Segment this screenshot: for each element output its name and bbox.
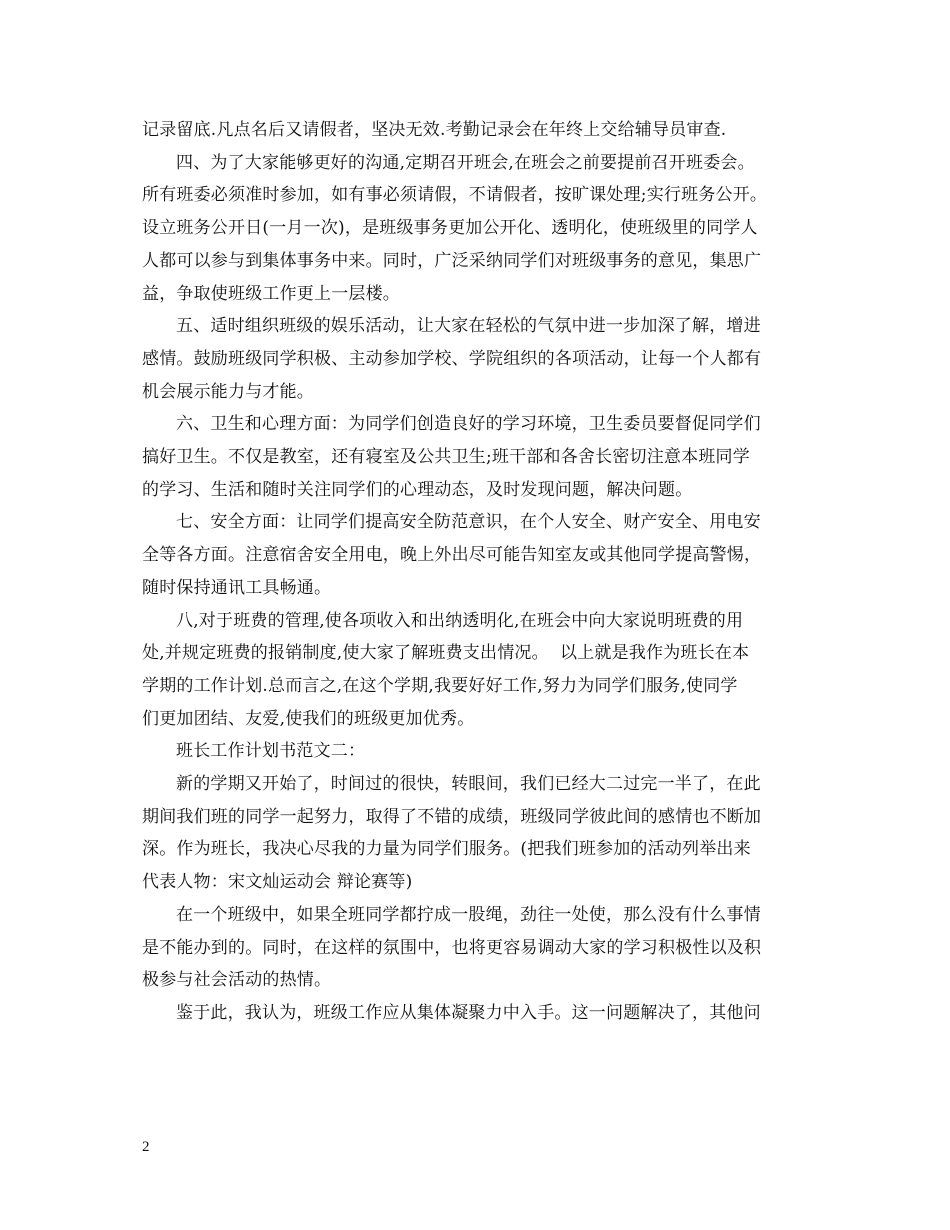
text-line: 七、安全方面：让同学们提高安全防范意识，在个人安全、财产安全、用电安 bbox=[176, 512, 761, 533]
paragraph-item-five bbox=[142, 310, 812, 408]
text-line: 是不能办到的。同时，在这样的氛围中，也将更容易调动大家的学习积极性以及积 bbox=[142, 937, 762, 958]
text-line: 所有班委必须准时参加，如有事必须请假，不请假者，按旷课处理;实行班务公开。 bbox=[142, 185, 768, 206]
document-body bbox=[142, 114, 812, 1030]
text-line: 随时保持通讯工具畅通。 bbox=[142, 577, 332, 598]
paragraph-class-unity bbox=[142, 899, 812, 997]
text-line: 鉴于此，我认为，班级工作应从集体凝聚力中入手。这一问题解决了，其他问 bbox=[176, 1002, 761, 1023]
text-line: 极参与社会活动的热情。 bbox=[142, 970, 332, 991]
text-line: 机会展示能力与才能。 bbox=[142, 381, 314, 402]
text-line: 代表人物：宋文灿运动会 辩论赛等) bbox=[142, 872, 413, 893]
text-line: 五、适时组织班级的娱乐活动，让大家在轻松的气氛中进一步加深了解，增进 bbox=[176, 316, 761, 337]
paragraph-attendance-end bbox=[142, 114, 812, 147]
text-line: 新的学期又开始了，时间过的很快，转眼间，我们已经大二过完一半了，在此 bbox=[176, 774, 761, 795]
paragraph-item-four bbox=[142, 147, 812, 311]
text-line: 处,并规定班费的报销制度,使大家了解班费支出情况。 以上就是我作为班长在本 bbox=[142, 643, 750, 664]
text-line: 感情。鼓励班级同学积极、主动参加学校、学院组织的各项活动，让每一个人都有 bbox=[142, 348, 762, 369]
section-heading bbox=[142, 735, 812, 768]
text-line: 在一个班级中，如果全班同学都拧成一股绳，劲往一处使，那么没有什么事情 bbox=[176, 904, 761, 925]
text-line: 深。作为班长，我决心尽我的力量为同学们服务。(把我们班参加的活动列举出来 bbox=[142, 839, 751, 860]
text-line: 人都可以参与到集体事务中来。同时，广泛采纳同学们对班级事务的意见，集思广 bbox=[142, 250, 762, 271]
paragraph-item-six bbox=[142, 408, 812, 506]
paragraph-item-seven bbox=[142, 506, 812, 604]
text-line: 学期的工作计划.总而言之,在这个学期,我要好好工作,努力为同学们服务,使同学 bbox=[142, 675, 738, 696]
text-line: 八,对于班费的管理,使各项收入和出纳透明化,在班会中向大家说明班费的用 bbox=[176, 610, 744, 631]
text-line: 设立班务公开日(一月一次)，是班级事务更加公开化、透明化，使班级里的同学人 bbox=[142, 218, 758, 239]
page-number: 2 bbox=[142, 1139, 150, 1155]
text-line: 六、卫生和心理方面：为同学们创造良好的学习环境，卫生委员要督促同学们 bbox=[176, 414, 761, 435]
text-line: 记录留底.凡点名后又请假者，坚决无效.考勤记录会在年终上交给辅导员审查. bbox=[142, 120, 727, 140]
paragraph-item-eight bbox=[142, 605, 812, 736]
paragraph-new-semester bbox=[142, 768, 812, 899]
text-line: 期间我们班的同学一起努力，取得了不错的成绩，班级同学彼此间的感情也不断加 bbox=[142, 806, 762, 827]
paragraph-cohesion bbox=[142, 997, 812, 1030]
text-line: 搞好卫生。不仅是教室，还有寝室及公共卫生;班干部和各舍长密切注意本班同学 bbox=[142, 447, 750, 468]
text-line: 益，争取使班级工作更上一层楼。 bbox=[142, 283, 400, 304]
text-line: 们更加团结、友爱,使我们的班级更加优秀。 bbox=[142, 708, 475, 729]
text-line: 班长工作计划书范文二： bbox=[176, 741, 366, 762]
text-line: 全等各方面。注意宿舍安全用电，晚上外出尽可能告知室友或其他同学提高警惕， bbox=[142, 545, 762, 566]
text-line: 四、为了大家能够更好的沟通,定期召开班会,在班会之前要提前召开班委会。 bbox=[176, 152, 755, 173]
text-line: 的学习、生活和随时关注同学们的心理动态，及时发现问题，解决问题。 bbox=[142, 479, 693, 500]
